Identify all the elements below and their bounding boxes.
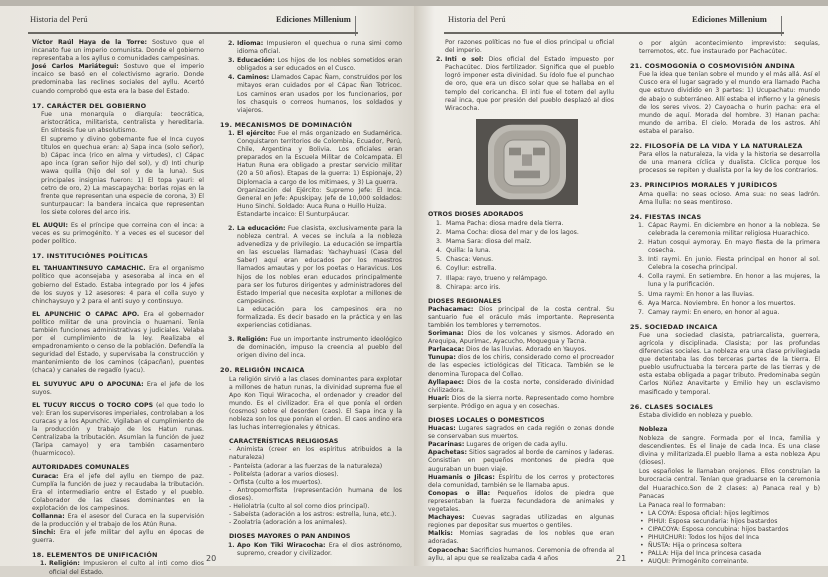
paragraph-text: Para ellos la naturaleza, la vida y la historia se desarrolla de una manera cíclica y dualista. Cíclica porque los procesos se repiten y dualista por la ley de los contrarios. — [639, 151, 820, 175]
paragraph-text: dios de los chiris, considerado como el procreador de las especies ictiológicas del Titicaca. También se le denomina Turopaca del Collao. — [428, 354, 614, 378]
paragraph — [428, 514, 614, 530]
characteristic-item: - Orfista (culto a los muertos). — [229, 478, 323, 486]
paragraph-text: Sacrificios humanos. Ceremonia de ofrenda al ayllu, al apu que se realizaba cada 4 años — [428, 546, 614, 562]
paragraph-text: Dios de la sierra norte. Representado como hombre serpiente. Pródigo en agua y en cosechas. — [428, 394, 614, 410]
page-edge — [0, 0, 414, 6]
bullet-item: • CIPACOYA: Esposa concubina: hijos bastardos — [630, 526, 820, 534]
term-label: Huamanis o Jilcas: — [428, 473, 495, 481]
bullet-item: • PALLA: Hija del Inca princesa casada — [630, 550, 820, 558]
list-item — [428, 265, 614, 273]
characteristic-item: - Zoolatría (adoración a los animales). — [229, 519, 347, 527]
list-item — [630, 239, 820, 255]
paragraph-text: Dios de la costa norte, considerado divinidad civilizadora. — [428, 378, 614, 394]
term-label: Copacocha: — [428, 546, 469, 554]
paragraph-text: Era el jefe de los suyos. — [32, 380, 204, 396]
item-text: Mama Sara: diosa del maíz. — [446, 238, 532, 246]
right-page — [414, 0, 828, 566]
item-text: Hatun cosqui aymoray. En mayo fiesta de la primera cosecha. — [648, 238, 820, 255]
characteristic-item: - Panteísta (adorar a las fuerzas de la naturaleza) — [229, 462, 383, 470]
paragraph — [32, 136, 204, 217]
list-number: 6. — [436, 265, 442, 273]
section-heading: 26. CLASES SOCIALES — [630, 402, 714, 411]
paragraph-text: (el que todo lo ve): Eran los supervisores imperiales, controlaban a los curacas y a los Apunchic. Vigilaban el cumplimiento de la producción y trabajo de los Hatun runas. Centralizaba la tributación. Asumían la función de juez (Taripa camayo) y era también casamentero (huarmicoco). — [32, 401, 204, 458]
paragraph — [630, 412, 820, 420]
item-text: Colla raymi. En setiembre. En honor a las mujeres, la luna y la purificación. — [648, 273, 820, 289]
section-heading: 19. MECANISMOS DE DOMINACIÓN — [220, 120, 353, 129]
list-number: 2. — [638, 238, 644, 246]
section-heading: 25. SOCIEDAD INCAICA — [630, 322, 718, 331]
list-number: 8. — [436, 283, 442, 291]
paragraph-text: Fue una sociedad clasista, patriarcalista, guerrera, agrícola y disciplinada. Clasista; por las profundas diferencias sociales. La nobleza era una clase privilegiada que detentaba las dos terceras partes de la tierra. El pueblo usufructuaba la tercera parte de las tierras y de esta estaba obligada a pagar tributo. Predominaba según Carlos Núñez Anavitarte y Emilio hey un esclavismo masificado y temporal. — [639, 331, 820, 396]
item-term: Educación: — [237, 57, 275, 65]
term-label: Ayllapaec: — [428, 378, 464, 386]
item-term: Inti o sol: — [445, 56, 484, 64]
item-text: Inti raymi. En junio. Fiesta principal en honor al sol. Celebra la cosecha principal. — [648, 256, 820, 272]
term-label: EL AUQUI: — [32, 221, 68, 229]
item-text: Mama Cocha: diosa del mar y de los lagos. — [446, 229, 579, 237]
term-label: EL TAHUANTINSUYO CAMACHIC. — [32, 265, 146, 273]
paragraph — [32, 513, 204, 529]
list-item — [32, 560, 204, 576]
list-number: 5. — [436, 256, 442, 264]
item-text: Dios oficial del Estado impuesto por Pachacútec. Dios fertilizador. Significa que el pueblo logró imponer esta divinidad. Su ídolo fue el punchao de oro, que era un disco solar que se hallaba en el templo del coricancha. El inti fue el totem del ayllu real inca, que por presión del pueblo desplazó al dios Wiracocha. — [445, 56, 614, 112]
section-heading: 20. RELIGIÓN INCAICA — [220, 366, 305, 375]
item-text: Uma raymi: En honor a las lluvias. — [648, 290, 755, 298]
item-text: Cápac Raymi. En diciembre en honor a la nobleza. Se celebrada la ceremonia militar religiosa Huarachico. — [648, 221, 820, 237]
list-number: 7. — [436, 274, 442, 282]
term-label: Sorimana: — [428, 330, 464, 338]
term-label: Tunupa: — [428, 354, 456, 362]
paragraph — [428, 530, 614, 546]
term-label: Apachetas: — [428, 449, 467, 457]
list-number: 4. — [228, 74, 235, 82]
paragraph-text: La educación para los campesinos era no formalizada. Es decir basado en la práctica y en las experiencias cotidianas. — [237, 305, 402, 330]
list-item — [220, 225, 402, 306]
paragraph — [630, 435, 820, 467]
list-item — [220, 40, 402, 56]
section-heading: 21. COSMOGONÍA O COSMOVISIÓN ANDINA — [630, 62, 795, 71]
section-heading: DIOSES LOCALES O DOMESTICOS — [428, 417, 545, 424]
item-text: Coyllur: estrella. — [446, 265, 497, 273]
paragraph-text: Lugares de origen de cada ayllu. — [464, 441, 568, 449]
paragraph — [32, 311, 204, 376]
paragraph-text: El supremo y divino gobernante fue el Inca cuyos títulos en quechua eran: a) Sapa inca (solo señor), b) Cápac inca (rico en alma y virtudes), c) Cápac apo inca (gran señor hijo del sol), y d) Inti churip wawa quilla (hijo del sol y de la luna). Sus principales insignias fueron: 1) El topa yauri: el cetro de oro, 2) La mascapaycha: borlas rojas en la frente que representan una especie de corona, 3) El sunturpaucar: la bandera incaica que representan los siete colores del arco iris. — [41, 136, 204, 216]
paragraph-text: La religión sirvió a las clases dominantes para explotar a millones de hatun runas, la divinidad suprema fue el Apo Kon Tiqui Wiracocha, el ordenador y creador del mundo. Es el civilizador. Era el que ponía el orden (cosmos) sobre el desorden (caos). El Sapa inca y la nobleza son los que ponían el orden. El caos andino era las luchas interregionales y étnicas. — [229, 375, 402, 432]
paragraph-text: Nobleza de sangre. Formada por el Inca, familia y descendientes. Es el linaje de cada Inca. Es una clase divina y militarizada.El pueblo llama a esta nobleza Apu (dioses). — [639, 434, 820, 467]
list-item — [428, 56, 614, 113]
list-number: 5. — [638, 290, 644, 298]
list-item — [630, 222, 820, 238]
list-item — [630, 291, 820, 299]
list-item — [428, 229, 614, 237]
item-text: Mama Pacha: diosa madre dela tierra. — [446, 219, 564, 227]
section-heading: 18. ELEMENTOS DE UNIFICACIÓN — [32, 551, 158, 560]
list-number: 3. — [436, 238, 442, 246]
paragraph — [220, 376, 402, 433]
list-number: 3. — [638, 256, 644, 264]
list-item — [220, 336, 402, 360]
term-label: Pacarinas: — [428, 441, 465, 449]
paragraph — [630, 468, 820, 500]
paragraph — [428, 354, 614, 378]
paragraph — [32, 265, 204, 305]
characteristic-item: - Sabeísta (adoración a los astros: estrella, luna, etc.). — [229, 511, 397, 519]
paragraph — [428, 346, 614, 354]
left-page — [0, 0, 414, 576]
column-left — [32, 39, 204, 577]
term-label: EL APUNCHIC O CAPAC APO. — [32, 310, 140, 318]
paragraph — [32, 39, 204, 63]
list-number: 6. — [638, 299, 644, 307]
column-left — [428, 39, 614, 563]
paragraph-text: Fue la idea que tenían sobre el mundo y el más allá. Así el Cusco era el lugar sagrado y el mundo era llamado Pacha que estuvo dividido en 3 partes: 1) Ucupachatu: mundo de abajo o subterráneo. Allí estaba el infierno y la génesis de los seres vivos. 2) Cayoacha o hurin pacha: era el mundo de aquí. Morada del hombre. 3) Hanan pacha: mundo de arriba. El cielo. Morada de los astros. Ahí estaba el paraíso. — [639, 71, 820, 135]
running-head: Historia del Perú — [448, 14, 506, 24]
list-item — [220, 74, 402, 114]
item-text: Chasca: Venus. — [446, 256, 494, 264]
item-text: Camay raymi: En enero, en honor al agua. — [648, 308, 780, 316]
publisher-name: Ediciones Millenium — [692, 14, 767, 24]
paragraph-text: Lugares sagrados en cada región o zonas donde se conservaban sus muertos. — [428, 425, 614, 441]
item-text: Quilla: la luna. — [446, 247, 491, 255]
paragraph — [220, 306, 402, 330]
list-item — [428, 220, 614, 228]
bullet-item: • LA COYA: Esposa oficial: hijos legítimos — [630, 510, 820, 518]
paragraph — [428, 395, 614, 411]
paragraph — [32, 402, 204, 459]
paragraph — [428, 441, 614, 449]
inti-sun-disk-image — [476, 119, 578, 205]
list-item — [220, 57, 402, 73]
item-text: Impusieron el quechua o runa simi como idioma oficial. — [237, 40, 402, 56]
paragraph — [220, 187, 402, 211]
list-number: 2. — [228, 40, 235, 47]
list-item — [630, 309, 820, 317]
term-label: José Carlos Mariátegui: — [32, 63, 119, 71]
list-item — [220, 130, 402, 187]
item-term: Idioma: — [237, 40, 264, 47]
bullet-item: • PIHUI: Esposa secundaria: hijos bastardos — [630, 518, 820, 526]
section-heading: DIOSES REGIONALES — [428, 297, 502, 305]
paragraph — [428, 449, 614, 473]
item-term: Caminos: — [237, 74, 270, 82]
item-term: Religión: — [49, 560, 80, 568]
paragraph — [220, 211, 402, 219]
list-item — [630, 256, 820, 272]
list-item — [630, 300, 820, 308]
term-label: Conopas o illa: — [428, 489, 491, 497]
item-text: Fue el más organizado en Sudamérica. Conquistaron territorios de Colombia, Ecuador, Perú, Chile, Argentina y Bolivia. Los oficiales eran preparados en la Escuela Militar de Colcampata. El Hatun Runa era obligado a prestar servicio militar (20 a 50 años). Etapas de la guerra: 1) Espionaje, 2) Diplomacia a cargo de los mitimaes, y 3) La guerra. — [237, 129, 402, 186]
section-heading: 24. FIESTAS INCAS — [630, 212, 702, 221]
header-rule — [28, 32, 358, 34]
paragraph-text: Espíritu de los cerros y protectores dela comunidad, también se le llamaba apus. — [428, 473, 614, 489]
list-item — [428, 284, 614, 292]
list-number: 1. — [638, 221, 644, 229]
term-label: EL TUCUY RICCUS O TOCRO COPS — [32, 401, 154, 409]
section-heading: 22. FILOSOFÍA DE LA VIDA Y LA NATURALEZA — [630, 142, 803, 151]
term-label: Huacas: — [428, 425, 456, 433]
paragraph — [428, 330, 614, 346]
paragraph-text: o por algún acontecimiento imprevisto: sequías, terremotos, etc. fue instaurado por Pachacútec. — [639, 40, 820, 56]
item-term: El ejército: — [237, 129, 276, 137]
item-term: Religión: — [237, 336, 268, 344]
characteristic-item: - Politeísta (adorar a varios dioses). — [229, 470, 339, 478]
list-number: 1. — [228, 542, 235, 550]
paragraph-text: Ama quella: no seas ocioso. Ama sua: no seas ladrón. Ama llulla: no seas mentiroso. — [639, 190, 820, 206]
paragraph-text: Era el jefe militar del ayllu en épocas de guerra. — [32, 529, 204, 545]
term-label: Sinchi: — [32, 529, 56, 537]
term-label: Huari: — [428, 394, 450, 402]
section-heading: CARACTERÍSTICAS RELIGIOSAS — [229, 438, 339, 446]
list-item — [428, 238, 614, 246]
column-right — [220, 39, 402, 559]
section-heading: AUTORIDADES COMUNALES — [32, 464, 130, 472]
paragraph-text: Fue una monarquía o diarquía: teocrática, aristocrática, militarista, centralista y hereditaria. En síntesis fue un absolutismo. — [41, 110, 204, 134]
paragraph — [630, 332, 820, 397]
list-number: 1. — [40, 560, 47, 568]
list-number: 2. — [228, 224, 235, 232]
paragraph-text: Pequeños ídolos de piedra que representaban la fuerza fecundadora de animales y vegetales. — [428, 489, 614, 514]
section-heading: 17. INSTITUCIÓNES POLÍTICAS — [32, 252, 149, 261]
item-text: Aya Marca. Noviembre. En honor a los muertos. — [648, 299, 796, 307]
term-label: Parlacaca: — [428, 346, 465, 354]
spacer — [220, 330, 402, 335]
paragraph — [32, 529, 204, 545]
list-number: 2. — [436, 56, 443, 64]
list-item — [630, 273, 820, 289]
section-heading: DIOSES MAYORES O PAN ANDINOS — [229, 533, 351, 541]
header-rule — [444, 32, 784, 34]
list-item — [428, 275, 614, 283]
list-item — [220, 542, 402, 558]
list-number: 3. — [228, 57, 235, 65]
paragraph-text: Por razones políticas no fue el dios principal u oficial del imperio. — [445, 39, 614, 55]
paragraph-text: Dios de los volcanes y sismos. Adorado en Arequipa, Apurímac, Ayacucho, Moquegua y Tacna. — [428, 330, 614, 346]
paragraph — [32, 381, 204, 397]
paragraph-text: Organización del Ejército: Supremo Jefe: El Inca. General en Jefe: Apuskipay. Jefe de 10,000 soldados: Huno Sinchi. Soldado: Auca Runa o Huillo Huiza. — [237, 186, 402, 210]
characteristic-item: - Antropomorfista (representación humana de los dioses). — [229, 486, 402, 502]
paragraph — [32, 222, 204, 246]
paragraph — [630, 40, 820, 56]
paragraph-text: Los españoles le llamaban orejones. Ellos construían la burocracia central. Tenían que graduarse en la ceremonia del Huarachico.Son de 2 clases: a) Panaca real y b) Panacas — [639, 468, 820, 500]
publisher-name: Ediciones Millenium — [276, 14, 351, 24]
item-text: Impusieron el culto al inti como dios oficial del Estado. — [49, 560, 204, 576]
list-item — [428, 256, 614, 264]
item-text: Fue clasista, exclusivamente para la nobleza central. A veces se incluía a la nobleza advenediza y de privilegio. La educación se impartía en las escuelas llamadas: Yachayhuasi (Casa del Saber) aquí eran educados por los maestros llamados amautas y por los poetas o Haravicus. Los hijos de los nobles eran educados principalmente para ser los futuros dirigentes y administradores del Estado Imperial que necesita explotar a millones de campesinos. — [237, 224, 402, 305]
paragraph — [32, 63, 204, 95]
paragraph-text: Era el jefe del ayllu en tiempo de paz. Cumplía la función de juez y recaudaba la tributación. Era el intermediario entre el Estado y el pueblo. Colaborador de las clases dominantes en la explotación de los campesinos. — [32, 472, 204, 512]
paragraph — [32, 111, 204, 135]
section-heading: 17. CARÁCTER DEL GOBIERNO — [32, 101, 147, 110]
list-number: 7. — [638, 308, 644, 316]
paragraph-text: Sostuvo que el incanato fue un imperio comunista. Donde el gobierno representaba a los ayllus o comunidades campesinas. — [32, 39, 204, 63]
term-label: Víctor Raúl Haya de la Torre: — [32, 39, 148, 46]
paragraph-text: Momias sagradas de los nobles que eran adoradas. — [428, 530, 614, 546]
list-number: 3. — [228, 336, 235, 344]
paragraph-text: Estaba dividido en nobleza y pueblo. — [639, 411, 753, 419]
item-text: Fue un importante instrumento ideológico de dominación, impuso la creencia al pueblo del origen divino del inca. — [237, 336, 402, 360]
paragraph — [630, 191, 820, 207]
section-heading: Nobleza — [639, 425, 668, 433]
paragraph-text: Estandarte incaico: El Sunturpáucar. — [237, 210, 350, 218]
characteristic-item: - Heliolatría (culto al sol como dios principal). — [229, 502, 370, 510]
characteristic-item: - Animista (creer en los espíritus atribuidos a la naturaleza) — [229, 446, 402, 462]
section-heading: 23. PRINCIPIOS MORALES Y JURÍDICOS — [630, 181, 778, 190]
list-item — [428, 247, 614, 255]
list-number: 2. — [436, 229, 442, 237]
term-label: Malkis: — [428, 530, 453, 538]
paragraph — [428, 490, 614, 514]
list-number: 1. — [436, 219, 442, 227]
paragraph-text: Sitios sagrados al borde de caminos y laderas. Consistían en pequeños montones de piedra que auguraban un buen viaje. — [428, 449, 614, 473]
item-term: Apo Kon Tiki Wiracocha: — [237, 542, 326, 550]
paragraph — [428, 474, 614, 490]
bullet-item: • AUQUI: Primogénito correinante. — [630, 558, 820, 566]
paragraph-text: Era el gobernador político militar de una provincia o huamani. Tenía también funciones administrativas y judiciales. Velaba por el cumplimiento de la ley. Realizaba el empadronamiento o censo de la población. Defendía la seguridad del Estado, y supervisaba la construcción y mantenimiento de los caminos (cápacñan), puentes (chaca) y canales de regadío (yacu). — [32, 310, 204, 375]
page-edge — [414, 0, 828, 6]
section-heading: OTROS DIOSES ADORADOS — [428, 210, 524, 218]
paragraph-text: Dios de las lluvias. Adorado en Yauyos. — [464, 346, 587, 354]
item-text: Chirapa: arco iris. — [446, 283, 501, 291]
item-term: La educación: — [237, 224, 286, 232]
paragraph-text: Era el asesor del Curaca en la supervisión de la producción y el trabajo de los Atún Runa. — [32, 512, 204, 529]
column-right — [630, 39, 820, 566]
term-label: Curaca: — [32, 472, 59, 480]
paragraph-text: La Panaca real lo formaban: — [639, 501, 726, 509]
spacer — [220, 219, 402, 224]
item-text: Los hijos de los nobles sometidos eran obligados a ser educados en el Cusco. — [237, 57, 402, 73]
paragraph — [32, 473, 204, 513]
paragraph — [428, 39, 614, 55]
paragraph — [428, 379, 614, 395]
paragraph-text: Era el organismo político que aconsejaba y asesoraba al inca en el gobierno del Estado. Estaba integrado por los 4 jefes de los suyos y 12 asesores: 4 para el colla suyo y chinchaysuyo y 2 para el anti suyo y continsuyo. — [32, 265, 204, 305]
paragraph-text: Sostuvo que el imperio incaico se basó en el colectivismo agrario. Donde predominaba las reclines sociales del ayllu. Acertó cuando comprobó que esta era la base del Estado. — [32, 63, 204, 95]
list-number: 4. — [436, 247, 442, 255]
page-number: 21 — [616, 554, 627, 563]
item-text: Era el dios astrónomo, supremo, creador y civilizador. — [237, 542, 402, 558]
paragraph-text: Dios principal de la costa central. Su santuario fue el oráculo más importante. Representa también los temblores y terremotos. — [428, 305, 614, 329]
paragraph — [428, 547, 614, 563]
term-label: Collanna: — [32, 512, 65, 520]
paragraph-text: Cuevas sagradas utilizadas en algunas regiones par depositar sus muertos o gentiles. — [428, 514, 614, 530]
paragraph — [630, 151, 820, 175]
term-label: Pachacamac: — [428, 305, 474, 313]
running-head: Historia del Perú — [30, 14, 88, 24]
paragraph — [428, 306, 614, 330]
item-text: Illapa: rayo, trueno y relámpago. — [446, 274, 548, 282]
list-number: 4. — [638, 273, 644, 281]
term-label: EL SUYUYUC APU O APOCUNA: — [32, 380, 144, 388]
paragraph — [428, 425, 614, 441]
bullet-item: • ÑUSTA: Hija o princesa soltera — [630, 542, 820, 550]
list-number: 1. — [228, 129, 235, 137]
paragraph — [630, 502, 820, 510]
paragraph-text: Es el príncipe que correina con el inca: a veces es su primogénito. Y a veces es el sucesor del poder político. — [32, 221, 204, 246]
bullet-item: • PIHUICHURI: Todos los hijos del Inca — [630, 534, 820, 542]
term-label: Machayes: — [428, 514, 465, 522]
item-text: Llamados Capac Ñam, construidos por los mitayos eran cuidados por el Cápac Ñan Totricoc. Los caminos eran usados por los funcionarios, por los chasquis o correos humanos, los soldados y viajeros. — [237, 74, 402, 114]
page-number: 20 — [206, 554, 217, 563]
paragraph — [630, 71, 820, 136]
